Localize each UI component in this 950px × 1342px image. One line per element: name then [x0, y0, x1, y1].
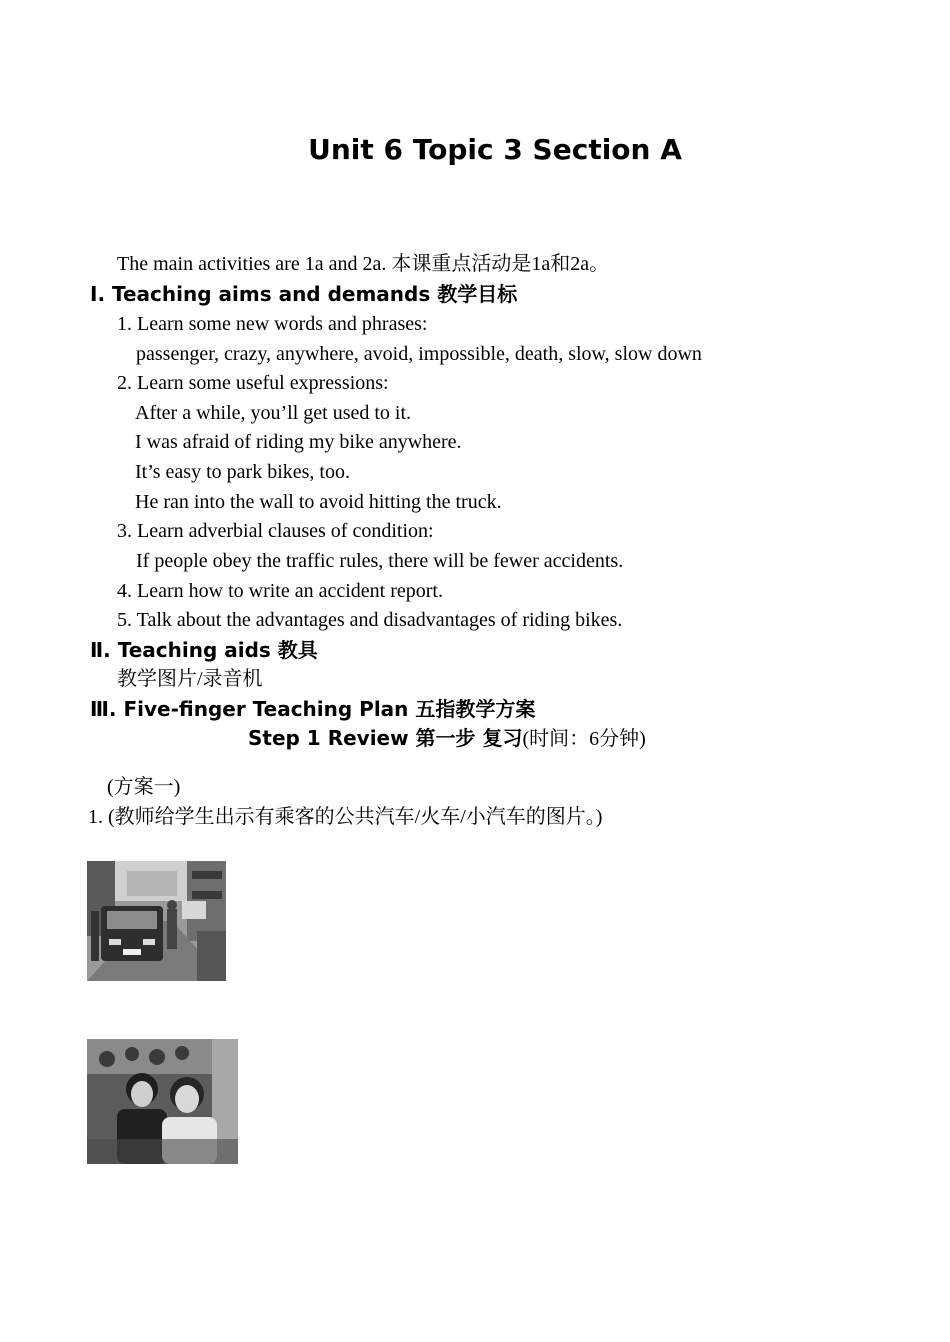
aim-item: 2. Learn some useful expressions:	[117, 372, 389, 394]
aim-item: After a while, you’ll get used to it.	[135, 402, 412, 424]
step-time: (时间：6分钟)	[522, 728, 646, 750]
aim-item: 1. Learn some new words and phrases:	[117, 313, 428, 335]
section-3-heading: Ⅲ. Five-finger Teaching Plan 五指教学方案	[90, 697, 536, 721]
step-title: Step 1 Review 第一步 复习	[248, 726, 523, 750]
aim-item: 5. Talk about the advantages and disadvantages of riding bikes.	[117, 609, 623, 631]
passengers-photo	[87, 1039, 238, 1164]
section-2-heading: Ⅱ. Teaching aids 教具	[90, 638, 318, 662]
section-1-heading: Ⅰ. Teaching aims and demands 教学目标	[90, 282, 518, 306]
intro-text: The main activities are 1a and 2a. 本课重点活动是1a和2a。	[117, 253, 610, 275]
document-title: Unit 6 Topic 3 Section A	[308, 133, 682, 166]
aim-item: I was afraid of riding my bike anywhere.	[135, 431, 462, 453]
instruction-text: 1. (教师给学生出示有乘客的公共汽车/火车/小汽车的图片。)	[88, 806, 603, 828]
aim-item: 4. Learn how to write an accident report.	[117, 580, 443, 602]
aim-item: He ran into the wall to avoid hitting the truck.	[135, 491, 502, 513]
street-cars-photo	[87, 861, 226, 981]
plan-label: (方案一)	[107, 776, 181, 798]
aim-item: passenger, crazy, anywhere, avoid, impossible, death, slow, slow down	[136, 343, 702, 365]
teaching-aids-content: 教学图片/录音机	[117, 668, 263, 690]
aim-item: It’s easy to park bikes, too.	[135, 461, 350, 483]
aim-item: If people obey the traffic rules, there will be fewer accidents.	[136, 550, 624, 572]
aim-item: 3. Learn adverbial clauses of condition:	[117, 520, 434, 542]
step-heading	[248, 726, 646, 751]
